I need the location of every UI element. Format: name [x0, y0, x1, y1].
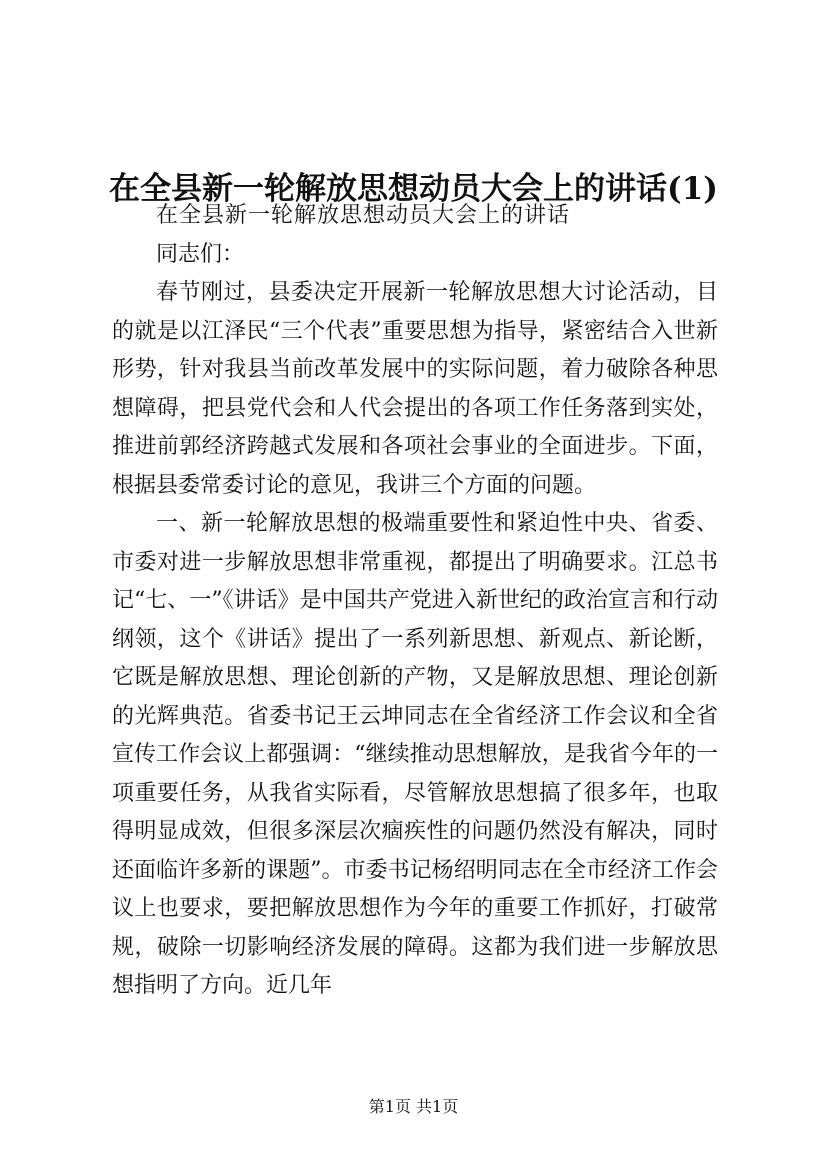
paragraph-2: 一、新一轮解放思想的极端重要性和紧迫性中央、省委、市委对进一步解放思想非常重视，都提出了明确要求。江总书记“七、一”《讲话》是中国共产党进入新世纪的政治宣言和行动纲领，这个《讲话》提出了一系列新思想、新观点、新论断，它既是解放思想、理论创新的产物，又是解放思想、理论创新的光辉典范。省委书记王云坤同志在全省经济工作会议和全省宣传工作会议上都强调：“继续推动思想解放，是我省今年的一项重要任务，从我省实际看，尽管解放思想搞了很多年，也取得明显成效，但很多深层次痼疾性的问题仍然没有解决，同时还面临许多新的课题”。市委书记杨绍明同志在全市经济工作会议上也要求，要把解放思想作为今年的重要工作抓好，打破常规，破除一切影响经济发展的障碍。这都为我们进一步解放思想指明了方向。近几年: [112, 511, 718, 998]
document-title: 在全县新一轮解放思想动员大会上的讲话(1): [109, 170, 718, 207]
speech-subtitle: 在全县新一轮解放思想动员大会上的讲话: [156, 203, 571, 228]
document-body: [112, 197, 718, 1006]
salutation: 同志们：: [156, 241, 245, 267]
page-footer: 第1页 共1页: [368, 1097, 459, 1116]
paragraph-1: 春节刚过，县委决定开展新一轮解放思想大讨论活动，目的就是以江泽民“三个代表”重要思想为指导，紧密结合入世新形势，针对我县当前改革发展中的实际问题，着力破除各种思想障碍，把县党代会和人代会提出的各项工作任务落到实处，推进前郭经济跨越式发展和各项社会事业的全面进步。下面，根据县委常委讨论的意见，我讲三个方面的问题。: [112, 280, 718, 498]
